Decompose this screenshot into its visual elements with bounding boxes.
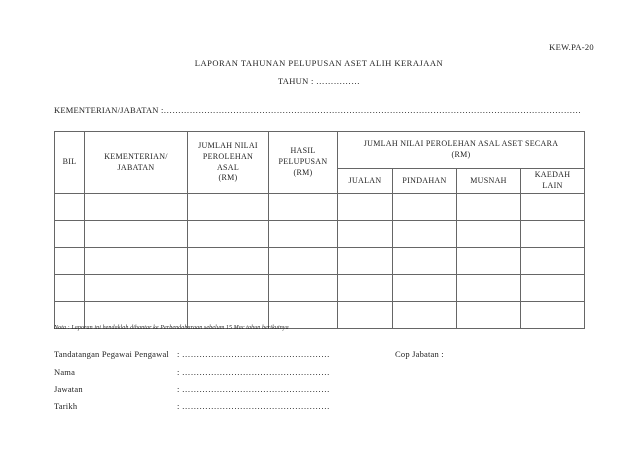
stamp-label: Cop Jabatan : bbox=[395, 349, 444, 359]
table-cell[interactable] bbox=[188, 275, 269, 302]
table-cell[interactable] bbox=[393, 248, 457, 275]
table-cell[interactable] bbox=[85, 275, 188, 302]
table-cell[interactable] bbox=[55, 194, 85, 221]
table-cell[interactable] bbox=[85, 194, 188, 221]
header-kementerian: KEMENTERIAN/ JABATAN bbox=[85, 132, 188, 194]
table-row bbox=[55, 221, 585, 248]
table-cell[interactable] bbox=[521, 275, 585, 302]
table-cell[interactable] bbox=[55, 221, 85, 248]
header-bil: BIL bbox=[55, 132, 85, 194]
header-hasil: HASIL PELUPUSAN (RM) bbox=[269, 132, 338, 194]
header-kaedah-lain: KAEDAH LAIN bbox=[521, 169, 585, 194]
table-cell[interactable] bbox=[338, 221, 393, 248]
table-cell[interactable] bbox=[55, 275, 85, 302]
table-cell[interactable] bbox=[188, 221, 269, 248]
form-code: KEW.PA-20 bbox=[549, 42, 594, 52]
table-cell[interactable] bbox=[269, 221, 338, 248]
name-field[interactable]: : …………………………………………… bbox=[177, 367, 330, 377]
header-jumlah-nilai: JUMLAH NILAI PEROLEHAN ASAL (RM) bbox=[188, 132, 269, 194]
submission-note: Nota : Laporan ini hendaklah dihantar ke Perbendaharaan sebelum 15 Mac tahun berikutnya bbox=[54, 325, 289, 331]
ministry-line: KEMENTERIAN/JABATAN :……………………………………………………………………………………………………………………………… bbox=[54, 105, 582, 115]
header-secara: JUMLAH NILAI PEROLEHAN ASAL ASET SECARA (RM) bbox=[338, 132, 585, 169]
date-field[interactable]: : …………………………………………… bbox=[177, 401, 330, 411]
name-label: Nama bbox=[54, 367, 76, 377]
position-label: Jawatan bbox=[54, 384, 83, 394]
table-cell[interactable] bbox=[393, 194, 457, 221]
signature-label: Tandatangan Pegawai Pengawal bbox=[54, 349, 169, 359]
table-row bbox=[55, 194, 585, 221]
table-cell[interactable] bbox=[521, 221, 585, 248]
table-cell[interactable] bbox=[338, 302, 393, 329]
table-cell[interactable] bbox=[269, 194, 338, 221]
disposal-table bbox=[54, 131, 585, 329]
table-cell[interactable] bbox=[521, 302, 585, 329]
table-cell[interactable] bbox=[55, 248, 85, 275]
table-cell[interactable] bbox=[457, 221, 521, 248]
table-row bbox=[55, 275, 585, 302]
table-cell[interactable] bbox=[338, 275, 393, 302]
table-cell[interactable] bbox=[85, 248, 188, 275]
year-line: TAHUN : …………… bbox=[277, 76, 361, 86]
table-row bbox=[55, 248, 585, 275]
table-cell[interactable] bbox=[393, 302, 457, 329]
table-cell[interactable] bbox=[457, 275, 521, 302]
table-cell[interactable] bbox=[457, 194, 521, 221]
table-cell[interactable] bbox=[188, 248, 269, 275]
table-cell[interactable] bbox=[521, 248, 585, 275]
table-cell[interactable] bbox=[521, 194, 585, 221]
table-cell[interactable] bbox=[338, 248, 393, 275]
header-jualan: JUALAN bbox=[338, 169, 393, 194]
table-cell[interactable] bbox=[338, 194, 393, 221]
table-cell[interactable] bbox=[457, 248, 521, 275]
table-cell[interactable] bbox=[457, 302, 521, 329]
table-cell[interactable] bbox=[269, 248, 338, 275]
signature-field[interactable]: : …………………………………………… bbox=[177, 349, 330, 359]
table-cell[interactable] bbox=[393, 275, 457, 302]
report-title: LAPORAN TAHUNAN PELUPUSAN ASET ALIH KERAJAAN bbox=[194, 58, 444, 68]
header-musnah: MUSNAH bbox=[457, 169, 521, 194]
header-row-1 bbox=[55, 132, 585, 169]
table-cell[interactable] bbox=[269, 275, 338, 302]
table-cell[interactable] bbox=[188, 194, 269, 221]
date-label: Tarikh bbox=[54, 401, 78, 411]
position-field[interactable]: : …………………………………………… bbox=[177, 384, 330, 394]
header-pindahan: PINDAHAN bbox=[393, 169, 457, 194]
table-cell[interactable] bbox=[393, 221, 457, 248]
table-cell[interactable] bbox=[85, 221, 188, 248]
